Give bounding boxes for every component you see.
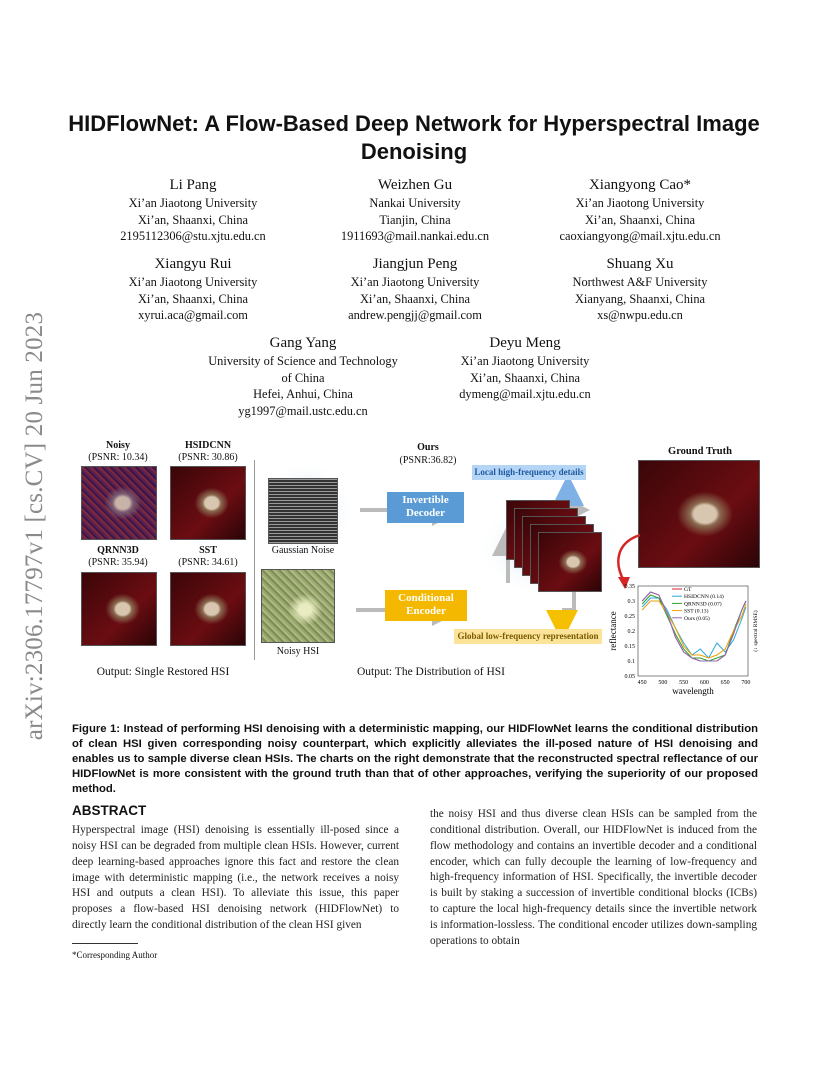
output-single-label: Output: Single Restored HSI	[96, 666, 230, 678]
divider	[254, 460, 255, 660]
qrnn3d-label: QRNN3D	[97, 545, 139, 556]
author-email: 2195112306@stu.xjtu.edu.cn	[120, 229, 266, 243]
ours-label: Ours	[417, 442, 439, 453]
legend-entry: HSIDCNN (0.14)	[684, 594, 724, 601]
author-affil: of China	[281, 370, 325, 385]
author-affil: University of Science and Technology	[208, 354, 398, 368]
x-tick-label: 700	[741, 680, 751, 686]
ours-psnr: (PSNR:36.82)	[399, 455, 457, 466]
author-affil: Xi’an Jiaotong University	[350, 275, 480, 289]
author-email: xs@nwpu.edu.cn	[597, 308, 683, 322]
figure-1	[78, 438, 763, 696]
y-tick-label: 0.3	[627, 599, 635, 605]
author-affil: Xi’an, Shaanxi, China	[137, 212, 249, 227]
y-tick-label: 0.35	[624, 584, 635, 590]
abstract-left: Hyperspectral image (HSI) denoising is essentially ill-posed since a noisy HSI can be degraded from multiple clean HSIs. However, current deep learning-based approaches ignore this fact and restore the clean image with deterministic mapping (i.e., the network receives a noisy HSI and outputs a clean HSI). To alleviate this issue, this paper proposes a flow-based HSI denoising network (HIDFlowNet) to directly learn the conditional distribution of the clean HSI given	[72, 824, 399, 932]
arxiv-side-label: arXiv:2306.17797v1 [cs.CV] 20 Jun 2023	[21, 311, 48, 741]
y-tick-label: 0.15	[624, 644, 635, 650]
encoder-line: Conditional	[398, 592, 454, 604]
hsidcnn-image	[170, 466, 246, 540]
right-axis-label: (↓ spectral RMSE)	[753, 610, 759, 652]
y-tick-label: 0.25	[624, 614, 635, 620]
author-name: Xiangyong Cao*	[588, 177, 692, 193]
author-block	[88, 255, 298, 324]
footnote: *Corresponding Author	[72, 950, 158, 960]
sst-label: SST	[199, 545, 217, 556]
noisy-hsi-label: Noisy HSI	[276, 646, 320, 657]
decoder-line: Decoder	[405, 507, 446, 519]
x-tick-label: 650	[720, 680, 730, 686]
paper-title: HIDFlowNet: A Flow-Based Deep Network for Hyperspectral Image Denoising	[68, 111, 760, 164]
gaussian-noise-image	[268, 478, 338, 544]
global-rep-box: Global low-frequency representation	[454, 629, 602, 644]
author-block	[530, 255, 750, 324]
sst-image	[170, 572, 246, 646]
author-email: andrew.pengjj@gmail.com	[348, 308, 482, 322]
author-block	[310, 176, 520, 245]
author-name: Xiangyu Rui	[154, 256, 232, 272]
x-tick-label: 600	[699, 680, 709, 686]
author-affil: Xianyang, Shaanxi, China	[574, 291, 706, 306]
invertible-decoder-box	[387, 492, 464, 523]
gaussian-noise-label: Gaussian Noise	[271, 545, 335, 556]
author-name: Gang Yang	[269, 335, 337, 351]
legend-entry: QRNN3D (0.07)	[684, 601, 722, 608]
author-affil: Nankai University	[369, 196, 461, 210]
y-axis-label: reflectance	[608, 611, 618, 651]
author-affil: Hefei, Anhui, China	[253, 387, 353, 401]
author-affil: Xi’an, Shaanxi, China	[137, 291, 249, 306]
author-name: Deyu Meng	[489, 335, 561, 351]
spectral-chart	[608, 580, 763, 696]
author-block	[88, 176, 298, 245]
ground-truth-image	[638, 460, 760, 568]
author-block	[420, 334, 630, 403]
x-tick-label: 500	[658, 680, 668, 686]
x-axis-label: wavelength	[672, 686, 714, 696]
author-email: 1911693@mail.nankai.edu.cn	[340, 229, 490, 243]
author-email: yg1997@mail.ustc.edu.cn	[238, 403, 368, 418]
author-affil: Xi’an, Shaanxi, China	[469, 370, 581, 385]
author-affil: Xi’an, Shaanxi, China	[359, 291, 471, 306]
author-affil: Xi’an Jiaotong University	[128, 196, 258, 210]
y-tick-label: 0.05	[624, 674, 635, 680]
author-affil: Xi’an Jiaotong University	[575, 196, 705, 210]
abstract-heading: ABSTRACT	[72, 803, 147, 818]
y-tick-label: 0.1	[627, 659, 635, 665]
sample-image	[538, 532, 602, 592]
output-dist-label: Output: The Distribution of HSI	[356, 666, 505, 678]
author-name: Li Pang	[169, 177, 217, 193]
legend-entry: SST (0.13)	[684, 608, 709, 615]
author-email: caoxiangyong@mail.xjtu.edu.cn	[559, 229, 721, 243]
author-affil: Tianjin, China	[379, 212, 451, 227]
decoder-line: Invertible	[402, 494, 449, 506]
footnote-rule	[72, 943, 138, 944]
sst-psnr: (PSNR: 34.61)	[178, 557, 238, 568]
conditional-encoder-box	[385, 590, 467, 621]
author-name: Jiangjun Peng	[372, 256, 458, 272]
ground-truth-label: Ground Truth	[668, 446, 732, 457]
figure-caption: Figure 1: Instead of performing HSI denoising with a deterministic mapping, our HIDFlowNet learns the conditional distribution of clean HSI given corresponding noisy counterpart, which explicitly alleviates the ill-posed nature of HSI denoising and enables us to sample diverse clean HSIs. The charts on the right demonstrate that the reconstructed spectral reflectance of our HIDFlowNet is more consistent with the ground truth than that of other approaches, verifying the superiority of our proposed method.	[72, 723, 758, 795]
x-tick-label: 550	[679, 680, 689, 686]
abstract-right: the noisy HSI and thus diverse clean HSIs can be sampled from the conditional distribution. Overall, our HIDFlowNet is induced from the flow methodology and contains an invertible decoder and a conditional encoder, which can fully decouple the learning of low-frequency and high-frequency information of HSI. Specifically, the invertible decoder is built by staking a succession of invertible conditional blocks (ICBs) to capture the local high-frequency details since the invertible network is information-lossless. The conditional encoder utilizes down-sampling operations to obtain	[430, 808, 757, 947]
local-details-box: Local high-frequency details	[472, 465, 586, 480]
y-tick-label: 0.2	[627, 629, 635, 635]
legend-entry: GT	[684, 587, 692, 593]
qrnn3d-psnr: (PSNR: 35.94)	[88, 557, 148, 568]
author-affil: Xi’an Jiaotong University	[460, 354, 590, 368]
author-block	[193, 334, 413, 419]
hsidcnn-psnr: (PSNR: 30.86)	[178, 452, 238, 463]
noisy-hsi-image	[261, 569, 335, 643]
author-affil: Xi’an, Shaanxi, China	[584, 212, 696, 227]
author-name: Shuang Xu	[606, 256, 674, 272]
hsidcnn-label: HSIDCNN	[184, 440, 232, 451]
author-affil: Xi’an Jiaotong University	[128, 275, 258, 289]
author-block	[530, 176, 750, 245]
legend-entry: Ours (0.05)	[684, 615, 710, 622]
qrnn3d-image	[81, 572, 157, 646]
author-email: xyrui.aca@gmail.com	[138, 308, 248, 322]
author-block	[310, 255, 520, 324]
author-name: Weizhen Gu	[377, 177, 453, 193]
noisy-image	[81, 466, 157, 540]
author-email: dymeng@mail.xjtu.edu.cn	[459, 387, 591, 401]
noisy-label: Noisy	[106, 440, 130, 451]
encoder-line: Encoder	[406, 605, 446, 617]
noisy-psnr: (PSNR: 10.34)	[88, 452, 148, 463]
author-affil: Northwest A&F University	[572, 275, 708, 289]
x-tick-label: 450	[637, 680, 647, 686]
